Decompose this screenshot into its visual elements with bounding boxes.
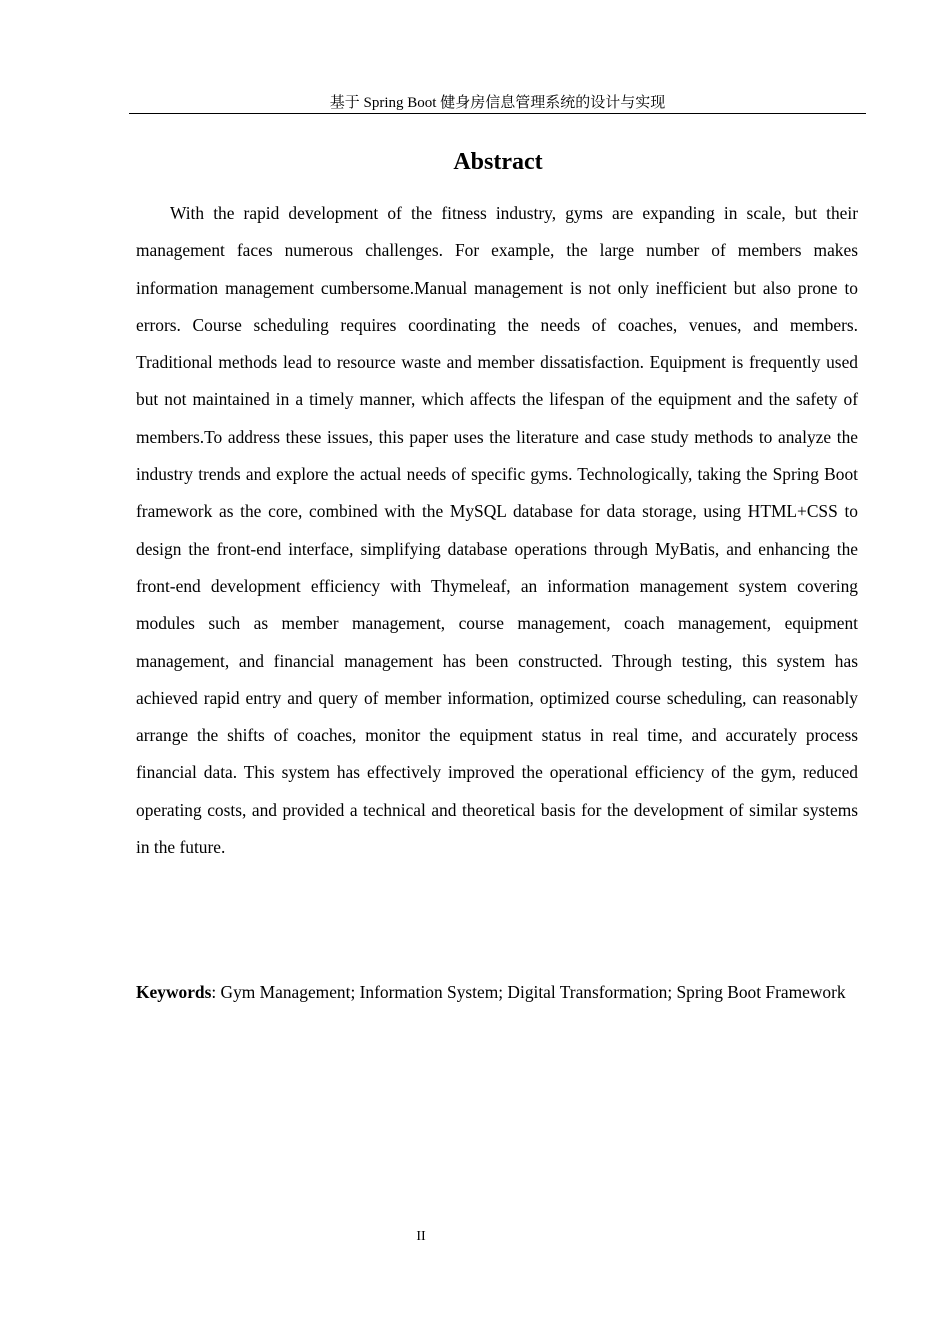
running-header: 基于 Spring Boot 健身房信息管理系统的设计与实现 — [129, 93, 866, 114]
keywords-label: Keywords — [136, 982, 212, 1002]
page-number: II — [416, 1229, 426, 1244]
abstract-title: Abstract — [453, 149, 543, 175]
keywords-text: : Gym Management; Information System; Digital Transformation; Spring Boot Framework — [211, 982, 846, 1002]
keywords-paragraph — [136, 974, 858, 1011]
abstract-body: With the rapid development of the fitness industry, gyms are expanding in scale, but their management faces numerous challenges. For example, the large number of members makes information management cumbersome.Manual management is not only inefficient but also prone to errors. Course scheduling requires coordinating the needs of coaches, venues, and members. Traditional methods lead to resource waste and member dissatisfaction. Equipment is frequently used but not maintained in a timely manner, which affects the lifespan of the equipment and the safety of members.To address these issues, this paper uses the literature and case study methods to analyze the industry trends and explore the actual needs of specific gyms. Technologically, taking the Spring Boot framework as the core, combined with the MySQL database for data storage, using HTML+CSS to design the front-end interface, simplifying database operations through MyBatis, and enhancing the front-end development efficiency with Thymeleaf, an information management system covering modules such as member management, course management, coach management, equipment management, and financial management has been constructed. Through testing, this system has achieved rapid entry and query of member information, optimized course scheduling, can reasonably arrange the shifts of coaches, monitor the equipment status in real time, and accurately process financial data. This system has effectively improved the operational efficiency of the gym, reduced operating costs, and provided a technical and theoretical basis for the development of similar systems in the future. — [136, 203, 858, 858]
